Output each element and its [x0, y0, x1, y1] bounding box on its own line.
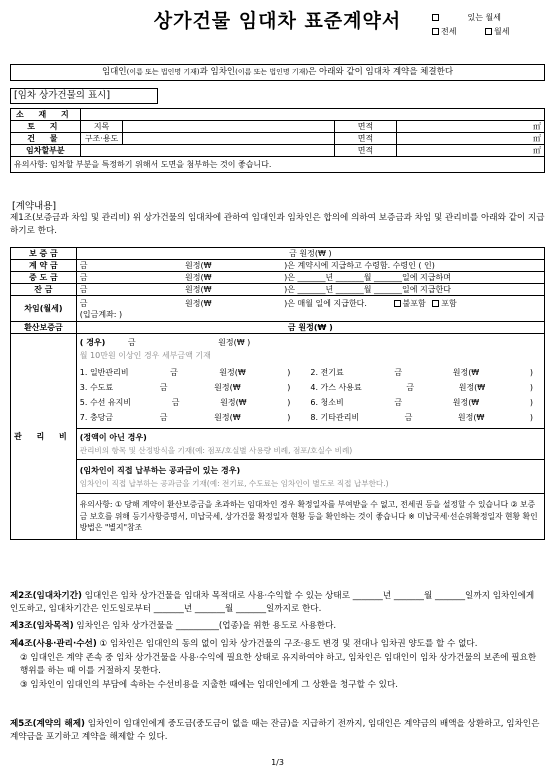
article4-title: 제4조(사용·관리·수선): [10, 639, 97, 649]
won-suffix: 원정(₩: [185, 285, 212, 294]
direct-pay-block[interactable]: [76, 460, 544, 494]
checkbox-icon[interactable]: [485, 28, 492, 35]
item-a: 금: [159, 383, 168, 392]
item-a: 금: [159, 413, 168, 422]
fee-item[interactable]: [80, 381, 311, 394]
mid-payment-label: 중 도 금: [11, 272, 77, 284]
land-area-label: 면적: [335, 121, 396, 133]
deposit-field[interactable]: 금 원정(₩ ): [76, 248, 544, 260]
fee-item[interactable]: [80, 366, 311, 379]
lessee-note: (이름 또는 법인명 기재): [235, 68, 309, 76]
property-table: [10, 108, 545, 173]
not-fixed-note: 관리비의 항목 및 산정방식을 기재(예: 점포/호실별 사용량 비례, 점포/호실수 비례): [79, 446, 353, 455]
mid-payment-field[interactable]: [76, 272, 544, 284]
item-name: 5. 수선 유지비: [79, 398, 132, 407]
fee-item[interactable]: [80, 396, 311, 409]
document-title: 상가건물 임대차 표준계약서: [153, 10, 402, 32]
item-b: 원정(₩: [458, 383, 486, 392]
building-area-field[interactable]: [396, 133, 544, 145]
checkbox-icon[interactable]: [394, 300, 401, 307]
checkbox-icon[interactable]: [432, 28, 439, 35]
option-label: 전세: [441, 27, 457, 36]
article1-body: 제1조(보증금과 차임 및 관리비) 위 상가건물의 임대차에 관하여 임대인과 임차인은 합의에 의하여 보증금과 차임 및 관리비를 아래와 같이 지급하기로 한다.: [10, 213, 545, 236]
item-c: ): [529, 383, 533, 392]
not-fixed-block: [77, 428, 544, 457]
property-heading: [임차 상가건물의 표시]: [10, 88, 158, 104]
converted-deposit-field[interactable]: 금 원정(₩ ): [76, 322, 544, 334]
management-fee-label: 관 리 비: [11, 334, 77, 540]
article5-title: 제5조(계약의 해제): [10, 719, 85, 729]
vat-incl-label: 포함: [441, 298, 457, 308]
fee-item[interactable]: [310, 396, 541, 409]
item-b: 원정(₩: [452, 398, 480, 407]
down-payment-note: )은 계약시에 지급하고 수령함. 수령인 ( 인): [284, 261, 435, 270]
land-label: 토 지: [11, 121, 81, 133]
balance-field[interactable]: [76, 284, 544, 296]
item-a: 금: [171, 398, 180, 407]
fee-item[interactable]: [80, 411, 311, 424]
leased-part-field[interactable]: [80, 145, 335, 157]
leased-area-field[interactable]: [396, 145, 544, 157]
property-note: 유의사항: 임차할 부분을 특정하기 위해서 도면을 첨부하는 것이 좋습니다.: [11, 157, 545, 173]
item-name: 4. 가스 사용료: [310, 383, 362, 392]
page-number: 1/3: [271, 758, 284, 767]
item-c: ): [287, 398, 291, 407]
payment-table: [10, 247, 545, 540]
article3: [10, 620, 545, 633]
building-type-field[interactable]: [123, 133, 335, 145]
won-prefix: 금: [127, 338, 136, 347]
article4-p1: ① 임차인은 임대인의 동의 없이 임차 상가건물의 구조·용도 변경 및 전대나 임차권 양도를 할 수 없다.: [99, 639, 478, 649]
won-prefix: 금: [79, 285, 88, 294]
management-fee-note: 월 10만원 이상인 경우 세부금액 기재: [79, 351, 211, 360]
down-payment-label: 계 약 금: [11, 260, 77, 272]
article2-text: 임대인은 임차 상가건물을 임대차 목적대로 사용·수익할 수 있는 상태로 _______년 _______월 _______일까지 임차인에게 인도하고, 임대차기간은 인도일로부터 _______년 _______월 _______일까지로 한다.: [10, 591, 535, 614]
vat-inclusive-option[interactable]: [432, 299, 456, 308]
land-area-field[interactable]: [396, 121, 544, 133]
article5-text: 임차인이 임대인에게 중도금(중도금이 없을 때는 잔금)을 지급하기 전까지, 임대인은 계약금의 배액을 상환하고, 임차인은 계약금을 포기하고 계약을 해제할 수 있다.: [10, 719, 540, 742]
fixed-case: ( 경우): [79, 338, 106, 347]
item-b: 원정(₩: [452, 368, 480, 377]
direct-pay-title: (임차인이 직접 납부하는 공과금이 있는 경우): [79, 465, 241, 475]
article1-text: [10, 212, 545, 238]
down-payment-field[interactable]: [76, 260, 544, 272]
item-c: ): [529, 368, 533, 377]
vat-exclusive-option[interactable]: [394, 299, 426, 308]
rent-type-option-jeonse[interactable]: [432, 26, 456, 37]
not-fixed-title: (정액이 아닌 경우): [79, 433, 147, 442]
item-b: 원정(₩: [220, 398, 247, 407]
management-fee-fixed[interactable]: [76, 334, 544, 460]
won-suffix: 원정(₩: [185, 261, 212, 270]
item-a: 금: [394, 398, 403, 407]
fee-item[interactable]: [310, 411, 541, 424]
item-name: 1. 일반관리비: [79, 368, 129, 377]
fee-item[interactable]: [310, 366, 541, 379]
intro-rest: 은 아래와 같이 임대차 계약을 체결한다: [308, 67, 454, 77]
item-name: 8. 기타관리비: [310, 413, 360, 422]
location-label: 소 재 지: [11, 109, 81, 121]
won-prefix: 금: [79, 273, 88, 282]
item-b: 원정(₩: [214, 383, 241, 392]
leased-part-label: 임차할부분: [11, 145, 81, 157]
item-name: 6. 청소비: [310, 398, 344, 407]
item-a: 금: [394, 368, 403, 377]
item-a: 금: [404, 413, 413, 422]
item-a: 금: [406, 383, 415, 392]
unit: ㎡: [533, 134, 541, 143]
item-b: 원정(₩: [214, 413, 241, 422]
option-label: 있는 월세: [467, 13, 502, 22]
item-c: ): [287, 413, 291, 422]
item-b: 원정(₩: [219, 368, 246, 377]
item-c: ): [529, 398, 533, 407]
checkbox-icon[interactable]: [432, 14, 439, 21]
article5: [10, 718, 545, 744]
article4-p3: ③ 임차인이 임대인의 부담에 속하는 수선비용을 지출한 때에는 임대인에게 그 상환을 청구할 수 있다.: [20, 680, 399, 690]
caution-note: 유의사항: ① 당해 계약이 환산보증금을 초과하는 임대차인 경우 확정일자를 부여받을 수 없고, 전세권 등을 설정할 수 있습니다 ② 보증금 보호를 위해 등기사항증명서, 미납국세, 상가건물 확정일자 현황 등을 확인하는 것이 좋습니다 ※ 미납국세·선순위확정일자 현황 확인방법은 "별지"참조: [76, 494, 544, 540]
item-name: 7. 충당금: [79, 413, 114, 422]
article4-p2: ② 임대인은 계약 존속 중 임차 상가건물을 사용·수익에 필요한 상태로 유지하여야 하고, 임차인은 임대인이 임차 상가건물의 보존에 필요한 행위를 하는 때 이를 거절하지 못한다.: [20, 653, 537, 676]
won-prefix: 금: [79, 298, 88, 308]
item-c: ): [529, 413, 533, 422]
item-name: 3. 수도료: [79, 383, 114, 392]
lessor-label: 임대인: [101, 67, 127, 77]
rent-type-option-wolse[interactable]: [485, 26, 509, 37]
unit: ㎡: [533, 122, 541, 131]
land-type-label: 지목: [80, 121, 123, 133]
item-a: 금: [170, 368, 178, 377]
building-label: 건 물: [11, 133, 81, 145]
unit: ㎡: [533, 146, 541, 155]
rent-type-option-monthly[interactable]: [432, 12, 501, 23]
building-area-label: 면적: [335, 133, 396, 145]
article4: [10, 638, 545, 692]
intro-statement: [10, 64, 545, 81]
option-label: 월세: [494, 27, 510, 36]
building-type-label: 구조·용도: [80, 133, 123, 145]
item-b: 원정(₩: [457, 413, 485, 422]
contract-heading: [계약내용]: [12, 201, 57, 212]
fee-item[interactable]: [310, 381, 541, 394]
item-c: ): [287, 368, 291, 377]
won-suffix: 원정(₩: [185, 298, 212, 308]
article2-title: 제2조(임대차기간): [10, 591, 82, 601]
item-c: ): [287, 383, 291, 392]
won-suffix: 원정(₩ ): [218, 338, 251, 347]
item-name: 2. 전기료: [310, 368, 344, 377]
won-suffix: 원정(₩: [185, 273, 212, 282]
location-field[interactable]: [80, 109, 544, 121]
rent-field[interactable]: [76, 296, 544, 322]
lessor-note: (이름 또는 법인명 기재): [126, 68, 200, 76]
vat-excl-label: 불포함: [402, 298, 426, 308]
lessee-label: 과 임차인: [199, 67, 236, 77]
article3-title: 제3조(임차목적): [10, 621, 74, 631]
rent-account: (입금계좌: ): [79, 309, 123, 319]
fee-items: [80, 362, 541, 424]
won-prefix: 금: [79, 261, 88, 270]
leased-area-label: 면적: [335, 145, 396, 157]
land-type-field[interactable]: [123, 121, 335, 133]
article3-text: 임차인은 임차 상가건물을 __________(업종)을 위한 용도로 사용한다.: [76, 621, 337, 631]
rent-label: 차임(월세): [11, 296, 77, 322]
balance-label: 잔 금: [11, 284, 77, 296]
rent-note: )은 매월 일에 지급한다.: [284, 298, 367, 308]
checkbox-icon[interactable]: [432, 300, 439, 307]
deposit-label: 보 증 금: [11, 248, 77, 260]
balance-note: )은 _______년 _______월 _______일에 지급한다: [284, 285, 451, 294]
direct-pay-note: 임차인이 직접 납부하는 공과금을 기재(예: 전기료, 수도료는 임차인이 별도로 직접 납부한다.): [79, 478, 389, 488]
converted-deposit-label: 환산보증금: [11, 322, 77, 334]
mid-payment-note: )은 _______년 _______월 _______일에 지급하며: [284, 273, 451, 282]
article2: [10, 590, 545, 616]
